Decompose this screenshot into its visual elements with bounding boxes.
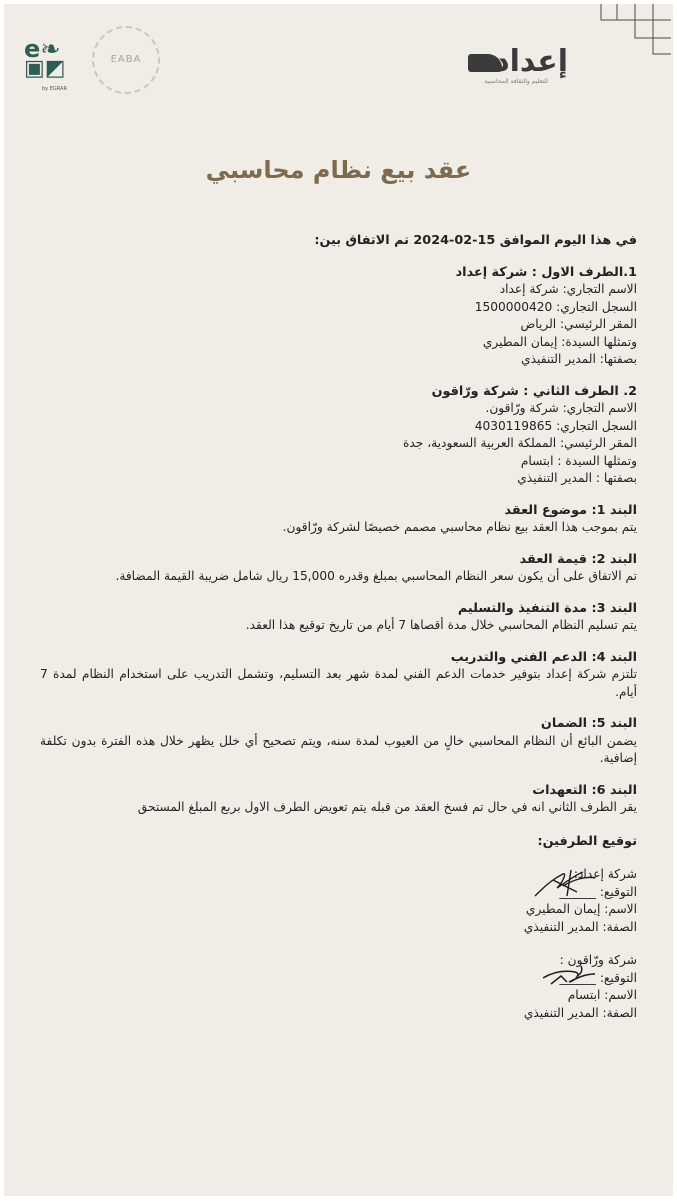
party2-role: بصفتها : المدير التنفيذي bbox=[517, 471, 637, 485]
contract-intro: في هذا اليوم الموافق 15-02-2024 تم الاتفاق بين: bbox=[314, 233, 637, 248]
party2-sig-company: شركة ورّاقون : bbox=[559, 953, 637, 967]
party1-heading: 1.الطرف الاول : شركة إعداد bbox=[455, 264, 637, 280]
clause-heading: البند 1: موضوع العقد bbox=[504, 502, 637, 518]
clause-body: يضمن البائع أن النظام المحاسبي خالٍ من العيوب لمدة سنه، ويتم تصحيح أي خلل يظهر خلال هذه الفترة بدون تكلفة إضافية. bbox=[40, 733, 637, 765]
clause-body: تم الاتفاق على أن يكون سعر النظام المحاسبي بمبلغ وقدره 15,000 ريال شامل ضريبة القيمة المضافة. bbox=[115, 569, 637, 583]
signatures-section bbox=[40, 833, 637, 1023]
eaba-logo bbox=[88, 22, 164, 98]
egrar-logo-mark-bottom: ▣◩ bbox=[24, 56, 66, 81]
clause-body: تلتزم شركة إعداد بتوفير خدمات الدعم الفني لمدة شهر بعد التسليم، وتشمل التدريب على استخدام النظام لمدة 7 أيام. bbox=[40, 667, 637, 699]
clause-4 bbox=[40, 649, 637, 702]
clause-5 bbox=[40, 715, 637, 768]
contract-title: عقد بيع نظام محاسبي bbox=[205, 156, 472, 184]
contract-body bbox=[40, 232, 637, 1022]
party2-sig-name: الاسم: ابتسام bbox=[567, 988, 637, 1002]
signatures-heading: توقيع الطرفين: bbox=[537, 833, 637, 849]
party1-sig-label: التوقيع: ______ bbox=[559, 884, 637, 899]
party1-sig-company: شركة إعداد: bbox=[573, 867, 637, 881]
egrar-logo bbox=[24, 35, 76, 96]
party1-rep: وتمثلها السيدة: إيمان المطيري bbox=[482, 334, 637, 349]
egrar-logo-by: by EGRAR bbox=[42, 86, 67, 92]
party1-handwritten-signature bbox=[533, 866, 597, 900]
party2-commercial-reg: السجل التجاري: 4030119865 bbox=[474, 418, 637, 433]
party2-trade-name: الاسم التجاري: شركة ورّاقون. bbox=[485, 401, 637, 415]
edad-logo-text: إعداد bbox=[494, 44, 568, 79]
clause-heading: البند 3: مدة التنفيذ والتسليم bbox=[457, 600, 637, 616]
edad-logo bbox=[468, 44, 578, 89]
party2-handwritten-signature bbox=[541, 962, 597, 988]
egrar-logo-mark-top: e❧ bbox=[24, 35, 61, 63]
party1-sig-name: الاسم: إيمان المطيري bbox=[525, 902, 637, 916]
clause-body: يتم بموجب هذا العقد بيع نظام محاسبي مصمم خصيصًا لشركة ورّاقون. bbox=[282, 520, 637, 534]
party2-sig-title: الصفة: المدير التنفيذي bbox=[523, 1005, 637, 1020]
clause-heading: البند 2: قيمة العقد bbox=[519, 551, 637, 567]
eaba-logo-text: EABA bbox=[110, 54, 142, 65]
edad-logo-tagline: للتعليم والثقافة المحاسبية bbox=[484, 78, 548, 85]
clause-1 bbox=[40, 502, 637, 537]
clause-2 bbox=[40, 551, 637, 586]
party1-block bbox=[40, 264, 637, 369]
clause-heading: البند 6: التعهدات bbox=[532, 782, 637, 798]
clause-6 bbox=[40, 782, 637, 817]
party1-signature-block bbox=[40, 866, 637, 936]
party2-hq: المقر الرئيسي: المملكة العربية السعودية، جدة bbox=[403, 436, 637, 450]
corner-grid-decoration bbox=[583, 4, 673, 56]
party2-sig-label: التوقيع: ______ bbox=[559, 970, 637, 985]
party2-block bbox=[40, 383, 637, 488]
party2-heading: 2. الطرف الثاني : شركة ورّاقون bbox=[431, 383, 637, 399]
party2-signature-block bbox=[40, 952, 637, 1022]
contract-page bbox=[4, 4, 673, 1196]
clause-heading: البند 4: الدعم الفني والتدريب bbox=[450, 649, 637, 665]
clause-3 bbox=[40, 600, 637, 635]
clause-heading: البند 5: الضمان bbox=[540, 716, 637, 731]
party1-hq: المقر الرئيسي: الرياض bbox=[520, 317, 637, 331]
party1-sig-title: الصفة: المدير التنفيذي bbox=[523, 919, 637, 934]
clause-body: يتم تسليم النظام المحاسبي خلال مدة أقصاها 7 أيام من تاريخ توقيع هذا العقد. bbox=[245, 618, 637, 632]
clause-body: يقر الطرف الثاني انه في حال تم فسخ العقد من قبله يتم تعويض الطرف الاول بربع المبلغ المستحق bbox=[137, 800, 637, 814]
party1-role: بصفتها: المدير التنفيذي bbox=[521, 352, 637, 366]
party1-commercial-reg: السجل التجاري: 1500000420 bbox=[474, 299, 637, 314]
party2-rep: وتمثلها السيدة : ابتسام bbox=[520, 453, 637, 468]
party1-trade-name: الاسم التجاري: شركة إعداد bbox=[499, 282, 637, 296]
